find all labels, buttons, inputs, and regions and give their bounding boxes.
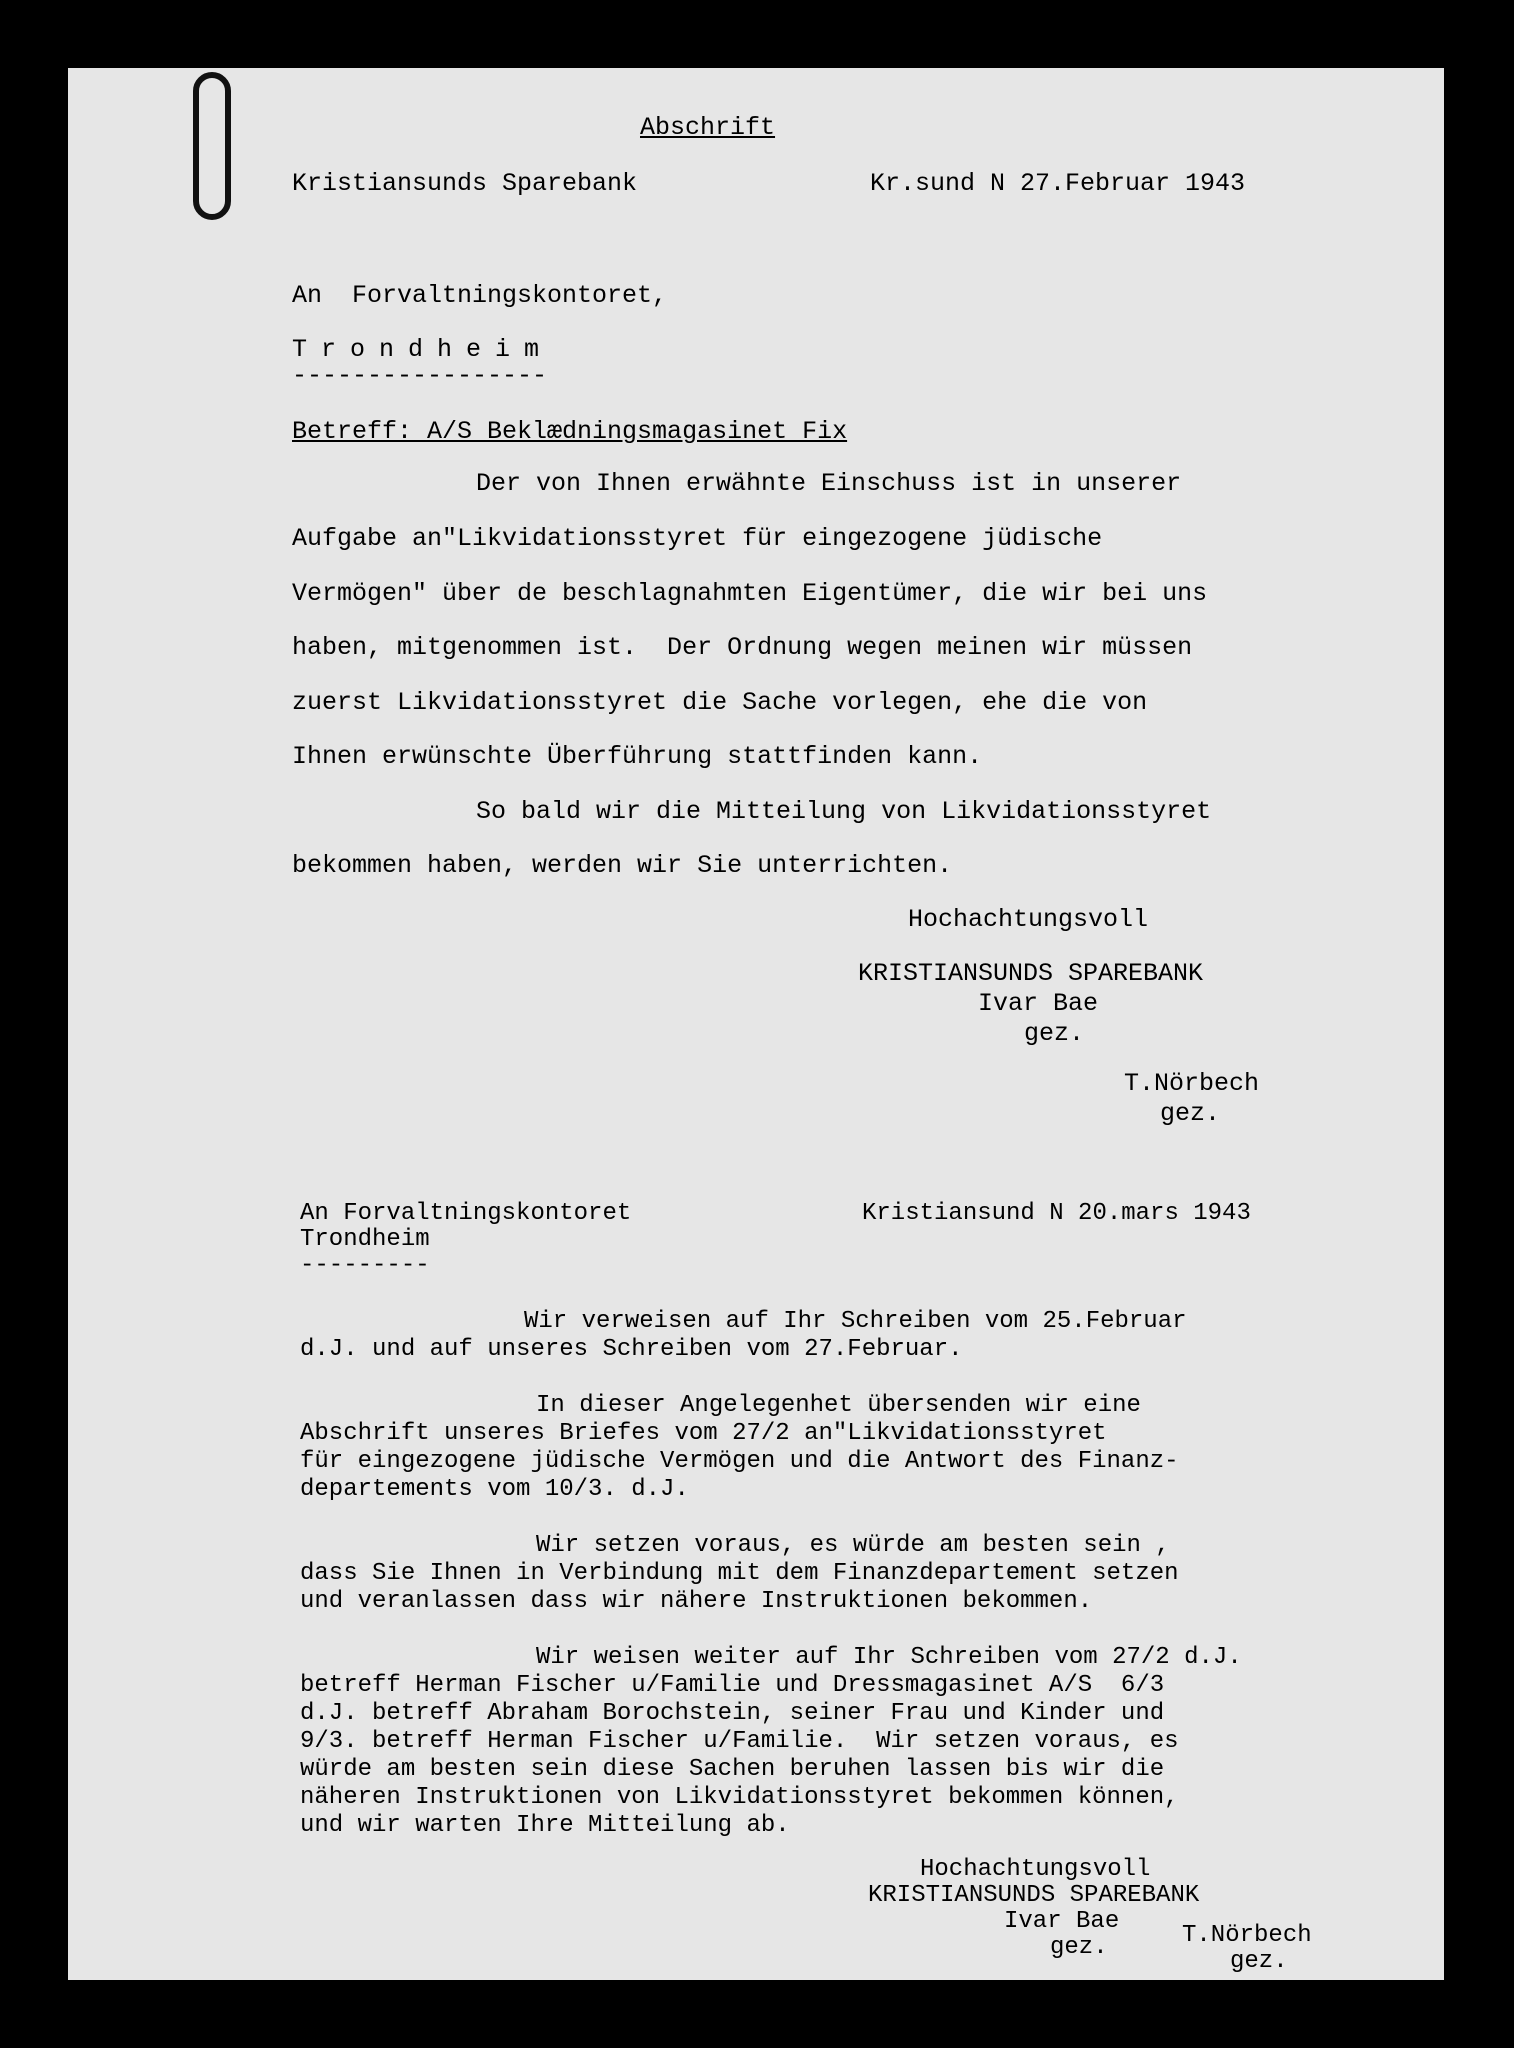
bank-signature: KRISTIANSUNDS SPAREBANK — [858, 959, 1204, 988]
signer-1: Ivar Bae — [978, 989, 1099, 1018]
letter2-closing: Hochachtungsvoll — [920, 1856, 1151, 1883]
closing: Hochachtungsvoll — [908, 905, 1149, 934]
letter2-signer-1-gez: gez. — [1050, 1934, 1108, 1961]
paper-clip — [193, 72, 231, 220]
letter2-line: Abschrift unseres Briefes vom 27/2 an"Likvidationsstyret — [300, 1420, 1107, 1447]
signer-1-gez: gez. — [1024, 1019, 1085, 1048]
letter2-line: und wir warten Ihre Mitteilung ab. — [300, 1812, 790, 1839]
body-line: So bald wir die Mitteilung von Likvidationsstyret — [476, 797, 1212, 826]
letter2-line: In dieser Angelegenhet übersenden wir eine — [536, 1392, 1141, 1419]
letter2-line: betreff Herman Fischer u/Familie und Dressmagasinet A/S 6/3 — [300, 1672, 1165, 1699]
letter2-line: d.J. und auf unseres Schreiben vom 27.Februar. — [300, 1336, 963, 1363]
subject: Betreff: A/S Beklædningsmagasinet Fix — [292, 417, 848, 446]
city-underline: ----------------- — [292, 361, 548, 390]
letter2-line: würde am besten sein diese Sachen beruhen lassen bis wir die — [300, 1756, 1165, 1783]
body-line: zuerst Likvidationsstyret die Sache vorlegen, ehe die von — [292, 688, 1148, 717]
recipient: An Forvaltningskontoret, — [292, 281, 668, 310]
sender: Kristiansunds Sparebank — [292, 169, 638, 198]
letter2-line: Wir setzen voraus, es würde am besten sein , — [536, 1532, 1170, 1559]
letter2-line: für eingezogene jüdische Vermögen und die Antwort des Finanz- — [300, 1448, 1179, 1475]
recipient-city: Trondheim — [292, 335, 554, 364]
heading: Abschrift — [640, 113, 776, 142]
letter2-line: dass Sie Ihnen in Verbindung mit dem Finanzdepartement setzen — [300, 1560, 1179, 1587]
letter2-city-underline: --------- — [300, 1252, 430, 1279]
signer-2: T.Nörbech — [1124, 1069, 1260, 1098]
letter2-bank-signature: KRISTIANSUNDS SPAREBANK — [868, 1882, 1200, 1909]
body-line: Aufgabe an"Likvidationsstyret für eingezogene jüdische — [292, 524, 1103, 553]
body-line: bekommen haben, werden wir Sie unterrichten. — [292, 851, 953, 880]
letter2-signer-2-gez: gez. — [1230, 1948, 1288, 1975]
body-line: Vermögen" über de beschlagnahmten Eigentümer, die wir bei uns — [292, 579, 1208, 608]
letter2-line: und veranlassen dass wir nähere Instruktionen bekommen. — [300, 1588, 1093, 1615]
letter2-line: Wir verweisen auf Ihr Schreiben vom 25.Februar — [524, 1308, 1187, 1335]
signer-2-gez: gez. — [1160, 1099, 1221, 1128]
letter2-signer-2: T.Nörbech — [1182, 1922, 1312, 1949]
letter2-line: Wir weisen weiter auf Ihr Schreiben vom 27/2 d.J. — [536, 1644, 1242, 1671]
letter2-line: näheren Instruktionen von Likvidationsstyret bekommen können, — [300, 1784, 1179, 1811]
body-line: Ihnen erwünschte Überführung stattfinden kann. — [292, 742, 983, 771]
letter2-line: d.J. betreff Abraham Borochstein, seiner Frau und Kinder und — [300, 1700, 1165, 1727]
body-line: Der von Ihnen erwähnte Einschuss ist in unserer — [476, 469, 1182, 498]
letter2-signer-1: Ivar Bae — [1004, 1908, 1120, 1935]
letter2-recipient: An Forvaltningskontoret — [300, 1200, 632, 1227]
letter2-city: Trondheim — [300, 1226, 430, 1253]
date: Kr.sund N 27.Februar 1943 — [870, 169, 1246, 198]
body-line: haben, mitgenommen ist. Der Ordnung wegen meinen wir müssen — [292, 633, 1193, 662]
letter2-date: Kristiansund N 20.mars 1943 — [862, 1200, 1251, 1227]
letter2-line: departements vom 10/3. d.J. — [300, 1476, 689, 1503]
letter2-line: 9/3. betreff Herman Fischer u/Familie. Wir setzen voraus, es — [300, 1728, 1179, 1755]
